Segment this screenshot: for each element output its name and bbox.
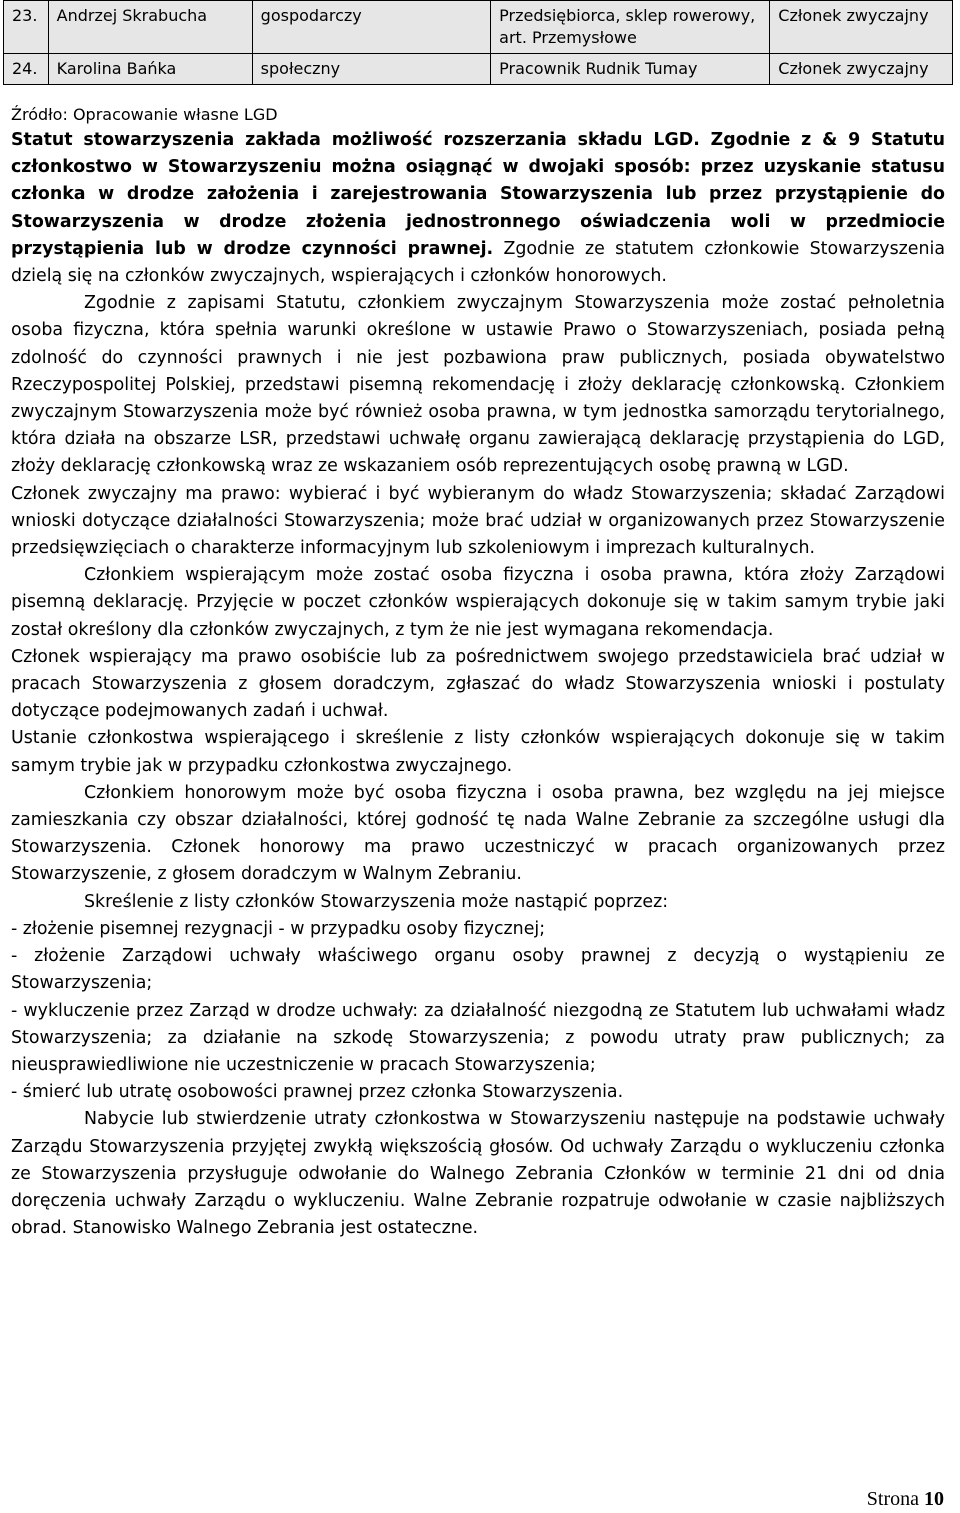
table-row: [4, 1, 953, 54]
table-cell-role: Pracownik Rudnik Tumay: [491, 54, 770, 85]
paragraph-statute: [11, 127, 945, 290]
table-cell-membership: Członek zwyczajny: [770, 54, 953, 85]
paragraph-ordinary-rights: Członek zwyczajny ma prawo: wybierać i być wybieranym do władz Stowarzyszenia; składać Zarządowi wnioski dotyczące działalności Stowarzyszenia; może brać udział w organizowanych przez Stowarzyszenie przedsięwzięciach o charakterze informacyjnym lub szkoleniowym i imprezach kulturalnych.: [11, 483, 945, 559]
table-cell-sector: społeczny: [252, 54, 491, 85]
table-row: [4, 54, 953, 85]
page-footer: [867, 1488, 944, 1511]
paragraph-ordinary-members: Zgodnie z zapisami Statutu, członkiem zwyczajnym Stowarzyszenia może zostać pełnoletnia osoba fizyczna, która spełnia warunki określone w ustawie Prawo o Stowarzyszeniach, posiada pełną zdolność do czynności prawnych i nie jest pozbawiona praw publicznych, posiada obywatelstwo Rzeczypospolitej Polskiej, przedstawi pisemną rekomendację i złoży deklarację członkowską. Członkiem zwyczajnym Stowarzyszenia może być również osoba prawna, w tym jednostka samorządu terytorialnego, która działa na obszarze LSR, przedstawi uchwałę organu zawierającą deklarację przystąpienia do LGD, złoży deklarację członkowską wraz ze wskazaniem osób reprezentujących osobę prawną w LGD.: [11, 293, 945, 477]
paragraph-supporting-termination: Ustanie członkostwa wspierającego i skreślenie z listy członków wspierających dokonuje się w takim samym trybie jak w przypadku członkostwa zwyczajnego.: [11, 728, 945, 776]
paragraph-statute-bold: Statut stowarzyszenia zakłada możliwość rozszerzania składu LGD. Zgodnie z & 9 Statutu członkostwo w Stowarzyszeniu można osiągnąć w dwojaki sposób: przez uzyskanie statusu członka w drodze założenia i zarejestrowania Stowarzyszenia lub przez przystąpienie do Stowarzyszenia w drodze złożenia jednostronnego oświadczenia woli w przedmiocie przystąpienia lub w drodze czynności prawnej.: [11, 130, 945, 259]
document-page: [11, 0, 945, 1242]
list-item: - złożenie pisemnej rezygnacji - w przypadku osoby fizycznej;: [11, 918, 546, 939]
table-cell-no: 24.: [4, 54, 49, 85]
page-number: 10: [924, 1488, 944, 1510]
paragraph-supporting-rights: Członek wspierający ma prawo osobiście lub za pośrednictwem swojego przedstawiciela brać udział w pracach Stowarzyszenia z głosem doradczym, zgłaszać do władz Stowarzyszenia wnioski i postulaty dotyczące podejmowanych zadań i uchwał.: [11, 646, 945, 722]
members-table: [3, 0, 953, 85]
paragraph-supporting-members: Członkiem wspierającym może zostać osoba fizyczna i osoba prawna, która złoży Zarządowi pisemną deklarację. Przyjęcie w poczet członków wspierających dokonuje się w takim samym trybie jaki został określony dla członków zwyczajnych, z tym że nie jest wymagana rekomendacja.: [11, 565, 945, 640]
footer-label: Strona: [866, 1488, 919, 1510]
list-item: - wykluczenie przez Zarząd w drodze uchwały: za działalność niezgodną ze Statutem lub uchwałami władz Stowarzyszenia; za działanie na szkodę Stowarzyszenia; z powodu utraty praw publicznych; za nieusprawiedliwione nie uczestniczenie w pracach Stowarzyszenia;: [11, 1000, 945, 1075]
table-cell-name: Andrzej Skrabucha: [48, 1, 252, 54]
list-item: - złożenie Zarządowi uchwały właściwego organu osoby prawnej z decyzją o wystąpieniu ze Stowarzyszenia;: [11, 946, 945, 994]
table-source-note: Źródło: Opracowanie własne LGD: [11, 105, 278, 124]
table-cell-membership: Członek zwyczajny: [770, 1, 953, 54]
list-item: - śmierć lub utratę osobowości prawnej przez członka Stowarzyszenia.: [11, 1082, 624, 1103]
table-cell-role: Przedsiębiorca, sklep rowerowy, art. Przemysłowe: [491, 1, 770, 54]
paragraph-honorary-members: Członkiem honorowym może być osoba fizyczna i osoba prawna, bez względu na jej miejsce zamieszkania czy obszar działalności, której godność tę nada Walne Zebranie za szczególne usługi dla Stowarzyszenia. Członek honorowy ma prawo uczestniczyć w pracach organizowanych przez Stowarzyszenie, z głosem doradczym w Walnym Zebraniu.: [11, 782, 945, 885]
table-cell-no: 23.: [4, 1, 49, 54]
paragraph-membership-decision: Nabycie lub stwierdzenie utraty członkostwa w Stowarzyszeniu następuje na podstawie uchwały Zarządu Stowarzyszenia przyjętej zwykłą większością głosów. Od uchwały Zarządu o wykluczeniu członka ze Stowarzyszenia przysługuje odwołanie do Walnego Zebrania Członków w terminie 21 dni od dnia doręczenia uchwały Zarządu o wykluczeniu. Walne Zebranie rozpatruje odwołanie w czasie najbliższych obrad. Stanowisko Walnego Zebrania jest ostateczne.: [11, 1109, 945, 1239]
paragraph-statute-rest: Zgodnie ze statutem członkowie Stowarzyszenia dzielą się na członków zwyczajnych, wspierających i członków honorowych.: [11, 238, 945, 287]
table-cell-sector: gospodarczy: [252, 1, 491, 54]
table-cell-name: Karolina Bańka: [48, 54, 252, 85]
paragraph-removal-intro: Skreślenie z listy członków Stowarzyszenia może nastąpić poprzez:: [84, 891, 669, 912]
